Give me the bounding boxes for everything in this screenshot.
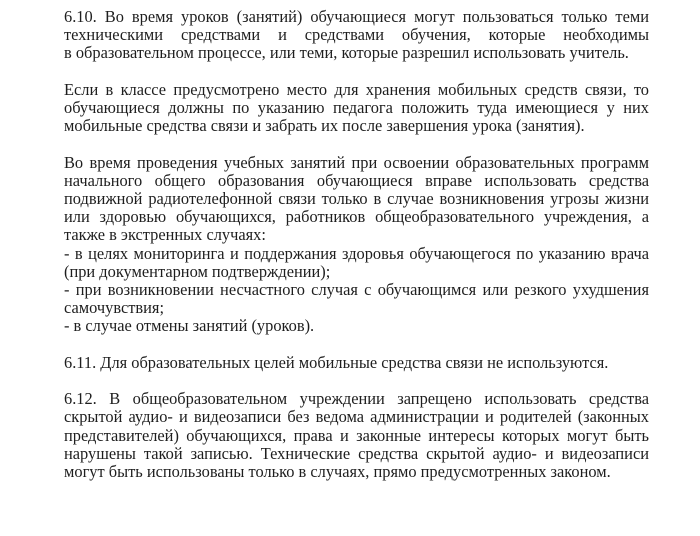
paragraph-6-11 <box>64 354 649 372</box>
text-line: также в экстренных случаях: <box>64 225 266 245</box>
text-line: скрытой аудио- и видеозаписи без ведома администрации и родителей (законных <box>64 407 649 427</box>
document-page <box>64 8 649 481</box>
text-line: мобильные средства связи и забрать их после завершения урока (занятия). <box>64 116 585 136</box>
paragraph-spacer <box>64 63 649 81</box>
text-line: Во время проведения учебных занятий при освоении образовательных программ <box>64 152 649 172</box>
text-line: начального общего образования обучающиеся вправе использовать средства <box>64 170 649 190</box>
text-line: обучающиеся должны по указанию педагога положить туда имеющиеся у них <box>64 98 649 117</box>
paragraph-spacer <box>64 372 649 390</box>
text-line: нарушены такой записью. Технические средства скрытой аудио- и видеозаписи <box>64 443 649 463</box>
text-line: в образовательном процессе, или теми, которые разрешил использовать учитель. <box>64 43 629 63</box>
list-item-line: - в целях мониторинга и поддержания здоровья обучающегося по указанию врача <box>64 243 649 263</box>
paragraph-spacer <box>64 336 649 354</box>
text-line: представителей) обучающихся, права и законные интересы которых могут быть <box>64 425 649 445</box>
paragraph-storage <box>64 81 649 136</box>
paragraph-6-10 <box>64 8 649 63</box>
list-item-line: - при возникновении несчастного случая с обучающимся или резкого ухудшения <box>64 280 649 300</box>
paragraph-6-12 <box>64 390 649 481</box>
text-line: техническими средствами и средствами обучения, которые необходимы <box>64 25 649 45</box>
text-line: 6.10. Во время уроков (занятий) обучающиеся могут пользоваться только теми <box>64 7 649 26</box>
paragraph-primary-education <box>64 154 649 336</box>
list-item-line: самочувствия; <box>64 298 165 318</box>
text-line: подвижной радиотелефонной связи только в случае возникновения угрозы жизни <box>64 189 649 208</box>
text-line: 6.12. В общеобразовательном учреждении запрещено использовать средства <box>64 389 649 409</box>
text-line: могут быть использованы только в случаях, прямо предусмотренных законом. <box>64 462 611 482</box>
paragraph-spacer <box>64 135 649 153</box>
list-item-line: (при документарном подтверждении); <box>64 261 331 281</box>
text-line: Если в классе предусмотрено место для хранения мобильных средств связи, то <box>64 79 649 99</box>
text-line: 6.11. Для образовательных целей мобильные средства связи не используются. <box>64 352 609 372</box>
list-item-line: - в случае отмены занятий (уроков). <box>64 316 315 336</box>
text-line: или здоровью обучающихся, работников общеобразовательного учреждения, а <box>64 207 649 227</box>
